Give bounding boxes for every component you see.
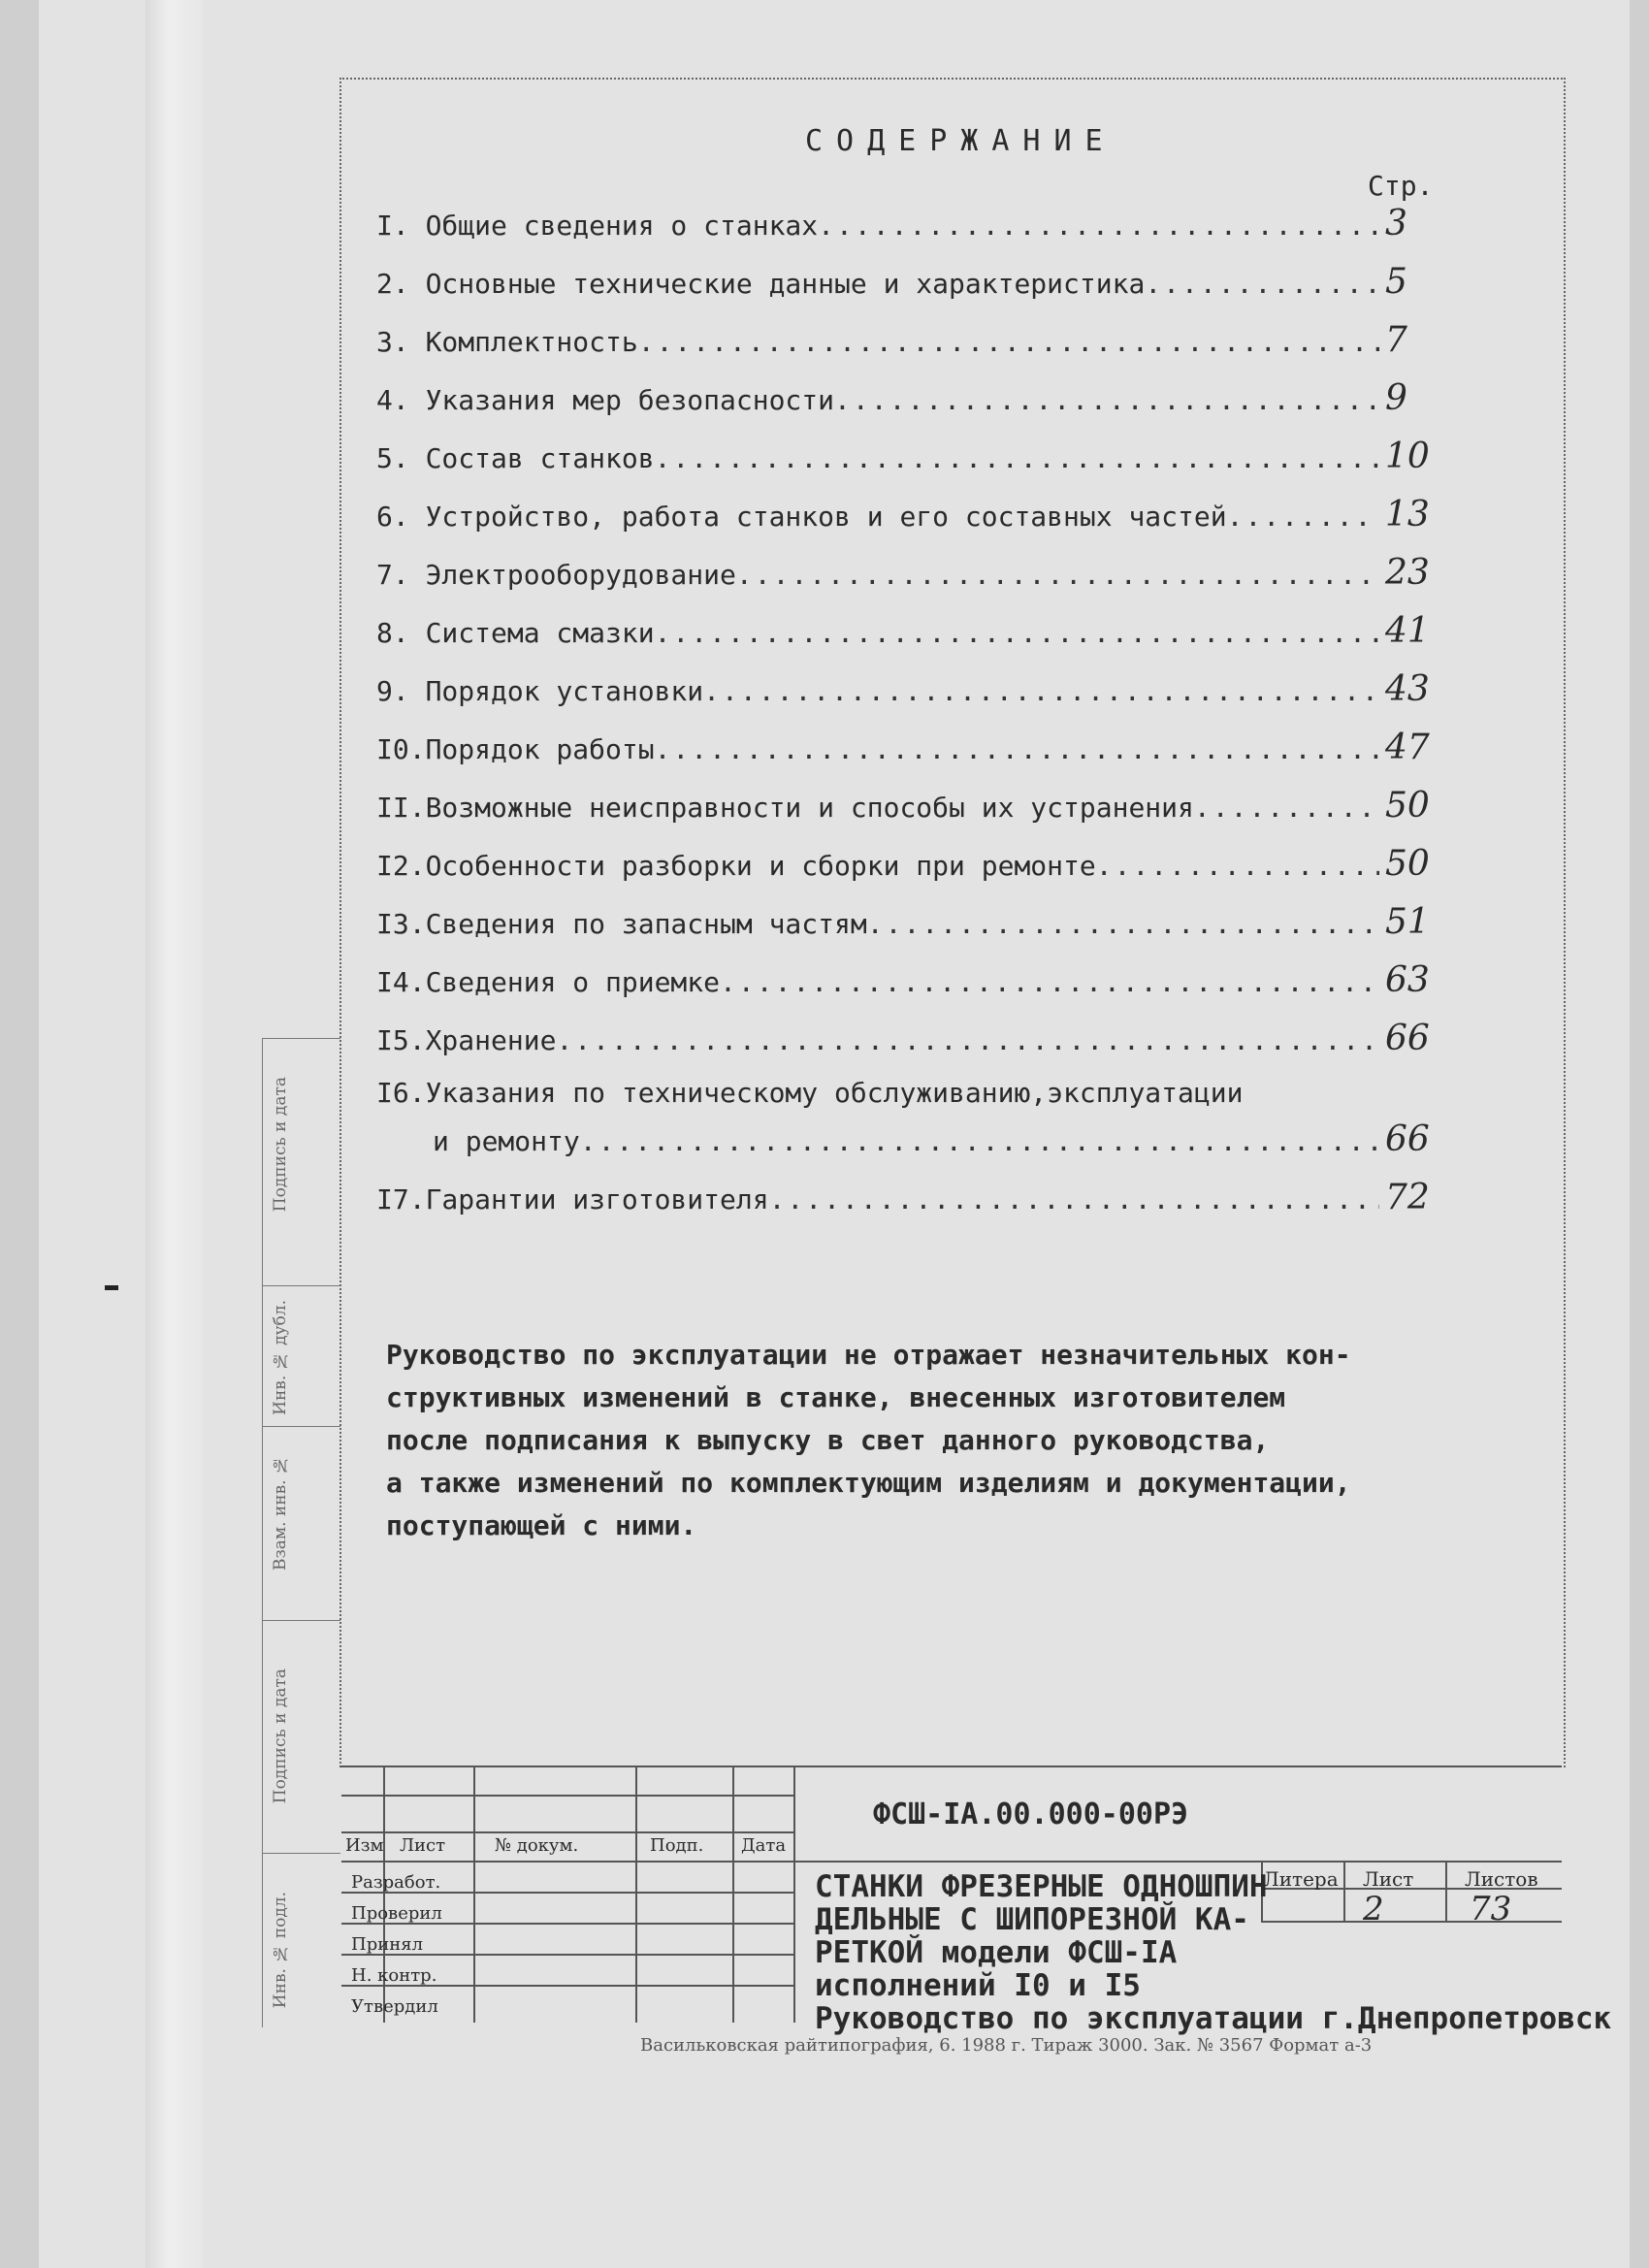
- side-label: Подпись и дата: [271, 1669, 290, 1804]
- toc-page: 66: [1385, 1019, 1430, 1058]
- side-label: Взам. инв. №: [271, 1455, 290, 1571]
- disclaimer-note: Руководство по эксплуатации не отражает незначительных кон- структивных изменений в станке, внесенных изготовителем после подписания к выпуску в свет данного руководства, а также изменений по комплектующим изделиям и документации, поступающей с ними.: [386, 1339, 1351, 1541]
- page-title: СОДЕРЖАНИЕ: [805, 124, 1116, 158]
- side-label: Подпись и дата: [271, 1077, 290, 1213]
- listov-label: Листов: [1465, 1867, 1538, 1891]
- col-header-data: Дата: [741, 1835, 787, 1856]
- signature-roles: Разработ. Проверил Принял Н. контр. Утвердил: [351, 1872, 442, 2017]
- toc-item: 8. Система смазки ..... 41: [376, 611, 1453, 669]
- toc-item: I. Общие сведения о станках ..... 3: [376, 204, 1453, 262]
- sheet-number: 2: [1363, 1890, 1384, 1928]
- toc-page: 47: [1385, 728, 1430, 767]
- toc-page: 63: [1385, 960, 1430, 1000]
- product-name: СТАНКИ ФРЕЗЕРНЫЕ ОДНОШПИН ДЕЛЬНЫЕ С ШИПОРЕЗНОЙ КА- РЕТКОЙ модели ФСШ-IA исполнений I0 и I5 Руководство по эксплуатации г.Днепропетровск: [815, 1869, 1612, 2036]
- document-code: ФСШ-IA.00.000-00РЭ: [873, 1798, 1189, 1831]
- toc-page: 9: [1385, 378, 1407, 418]
- toc-page: 10: [1385, 437, 1430, 476]
- toc-item: I2.Особенности разборки и сборки при ремонте ..... 50: [376, 844, 1453, 902]
- printer-imprint: Васильковская райтипография, 6. 1988 г. Тираж 3000. Зак. № 3567 Формат а-3: [640, 2035, 1373, 2056]
- side-label: Инв. № подл.: [271, 1892, 290, 2009]
- binding-fold: [146, 0, 204, 2268]
- toc-page: 50: [1385, 844, 1430, 884]
- toc-item: II.Возможные неисправности и способы их устранения ..... 50: [376, 786, 1453, 844]
- toc-item: I4.Сведения о приемке ..... 63: [376, 960, 1453, 1019]
- toc-item: I7.Гарантии изготовителя ..... 72: [376, 1178, 1453, 1236]
- toc-item: 4. Указания мер безопасности ..... 9: [376, 378, 1453, 437]
- page-column-label: Стр.: [1368, 170, 1434, 202]
- toc-item: 3. Комплектность ..... 7: [376, 320, 1453, 378]
- toc-item: 9. Порядок установки ..... 43: [376, 669, 1453, 728]
- toc-item: 5. Состав станков ..... 10: [376, 437, 1453, 495]
- toc-page: 5: [1385, 262, 1407, 302]
- toc-item: I6.Указания по техническому обслуживанию,эксплуатации: [376, 1077, 1244, 1109]
- col-header-izm: Изм: [345, 1835, 384, 1856]
- col-header-podp: Подп.: [650, 1835, 704, 1856]
- toc-page: 41: [1385, 611, 1430, 651]
- toc-page: 3: [1385, 204, 1407, 243]
- toc-item: I0.Порядок работы ..... 47: [376, 728, 1453, 786]
- toc-page: 51: [1385, 902, 1430, 942]
- list-label: Лист: [1363, 1867, 1414, 1891]
- toc-page: 50: [1385, 786, 1430, 826]
- table-of-contents: [376, 204, 1453, 1236]
- litera-label: Литера: [1263, 1867, 1339, 1891]
- toc-item: I5.Хранение ..... 66: [376, 1019, 1453, 1077]
- toc-page: 72: [1385, 1178, 1430, 1217]
- toc-page: 23: [1385, 553, 1430, 593]
- side-label: Инв. № дубл.: [271, 1300, 290, 1415]
- side-registration-column: [262, 1038, 340, 2027]
- toc-item: 6. Устройство, работа станков и его составных частей ..... 13: [376, 495, 1453, 553]
- toc-page: 66: [1385, 1119, 1430, 1159]
- toc-page: 13: [1385, 495, 1430, 535]
- toc-item: 7. Электрооборудование ..... 23: [376, 553, 1453, 611]
- sheet-count: 73: [1470, 1890, 1512, 1928]
- toc-item: 2. Основные технические данные и характеристика ..... 5: [376, 262, 1453, 320]
- toc-page: 43: [1385, 669, 1430, 709]
- toc-item-continuation: и ремонту ..... 66: [376, 1119, 1453, 1178]
- punch-mark: [105, 1285, 118, 1290]
- col-header-dokum: № докум.: [495, 1835, 579, 1856]
- toc-item: I3.Сведения по запасным частям ..... 51: [376, 902, 1453, 960]
- col-header-list: Лист: [400, 1835, 446, 1856]
- toc-page: 7: [1385, 320, 1407, 360]
